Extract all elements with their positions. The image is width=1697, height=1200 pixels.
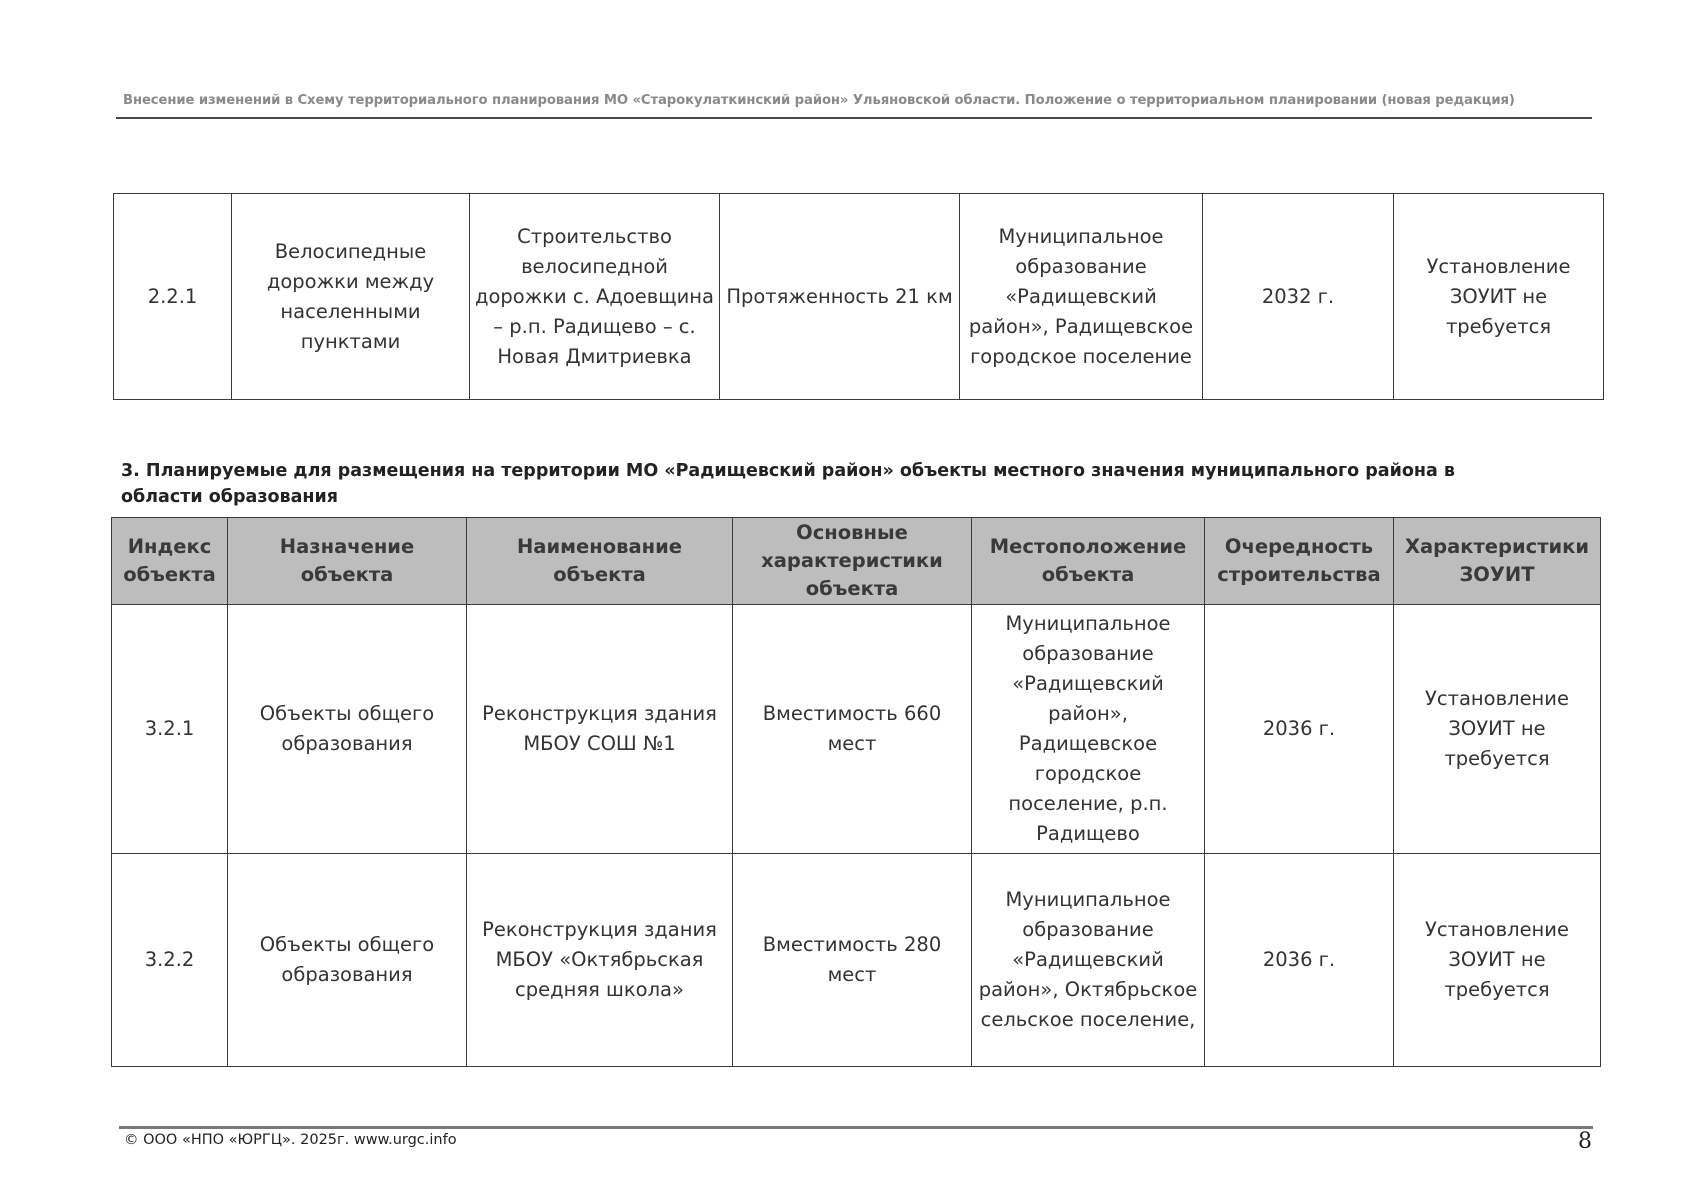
cell-name: Строительство велосипедной дорожки с. Адоевщина – р.п. Радищево – с. Новая Дмитриевка (470, 194, 720, 400)
footer-copyright: © ООО «НПО «ЮРГЦ». 2025г. www.urgc.info (124, 1132, 457, 1148)
cell-index: 3.2.2 (112, 854, 228, 1067)
cell-characteristics: Протяженность 21 км (720, 194, 960, 400)
education-objects-table (111, 517, 1601, 1067)
cell-stage: 2036 г. (1205, 605, 1394, 854)
cell-index: 2.2.1 (114, 194, 232, 400)
header-zouit: Характеристики ЗОУИТ (1394, 518, 1601, 605)
cell-characteristics: Вместимость 660 мест (733, 605, 972, 854)
header-location: Местоположение объекта (972, 518, 1205, 605)
cell-name: Реконструкция здания МБОУ СОШ №1 (467, 605, 733, 854)
header-index: Индекс объекта (112, 518, 228, 605)
header-divider (116, 117, 1592, 119)
footer-divider (119, 1126, 1593, 1129)
cell-location: Муниципальное образование «Радищевский район», Радищевское городское поселение, р.п. Радищево (972, 605, 1205, 854)
header-stage: Очередность строительства (1205, 518, 1394, 605)
cell-name: Реконструкция здания МБОУ «Октябрьская средняя школа» (467, 854, 733, 1067)
cell-stage: 2032 г. (1203, 194, 1394, 400)
cell-purpose: Велосипедные дорожки между населенными пунктами (232, 194, 470, 400)
section-title: 3. Планируемые для размещения на территории МО «Радищевский район» объекты местного значения муниципального района в области образования (121, 461, 1455, 507)
cell-location: Муниципальное образование «Радищевский район», Октябрьское сельское поселение, (972, 854, 1205, 1067)
table-row (112, 605, 1601, 854)
cell-zouit: Установление ЗОУИТ не требуется (1394, 854, 1601, 1067)
page-number: 8 (1578, 1129, 1592, 1154)
cell-zouit: Установление ЗОУИТ не требуется (1394, 605, 1601, 854)
header-purpose: Назначение объекта (228, 518, 467, 605)
cell-stage: 2036 г. (1205, 854, 1394, 1067)
table-header-row (112, 518, 1601, 605)
table-row (114, 194, 1604, 400)
table-row (112, 854, 1601, 1067)
continuation-table (113, 193, 1604, 400)
cell-location: Муниципальное образование «Радищевский район», Радищевское городское поселение (960, 194, 1203, 400)
header-characteristics: Основные характеристики объекта (733, 518, 972, 605)
running-header: Внесение изменений в Схему территориального планирования МО «Старокулаткинский район» Ульяновской области. Положение о территориальном планировании (новая редакция) (123, 93, 1515, 108)
header-name: Наименование объекта (467, 518, 733, 605)
cell-purpose: Объекты общего образования (228, 854, 467, 1067)
cell-purpose: Объекты общего образования (228, 605, 467, 854)
cell-index: 3.2.1 (112, 605, 228, 854)
cell-zouit: Установление ЗОУИТ не требуется (1394, 194, 1604, 400)
cell-characteristics: Вместимость 280 мест (733, 854, 972, 1067)
